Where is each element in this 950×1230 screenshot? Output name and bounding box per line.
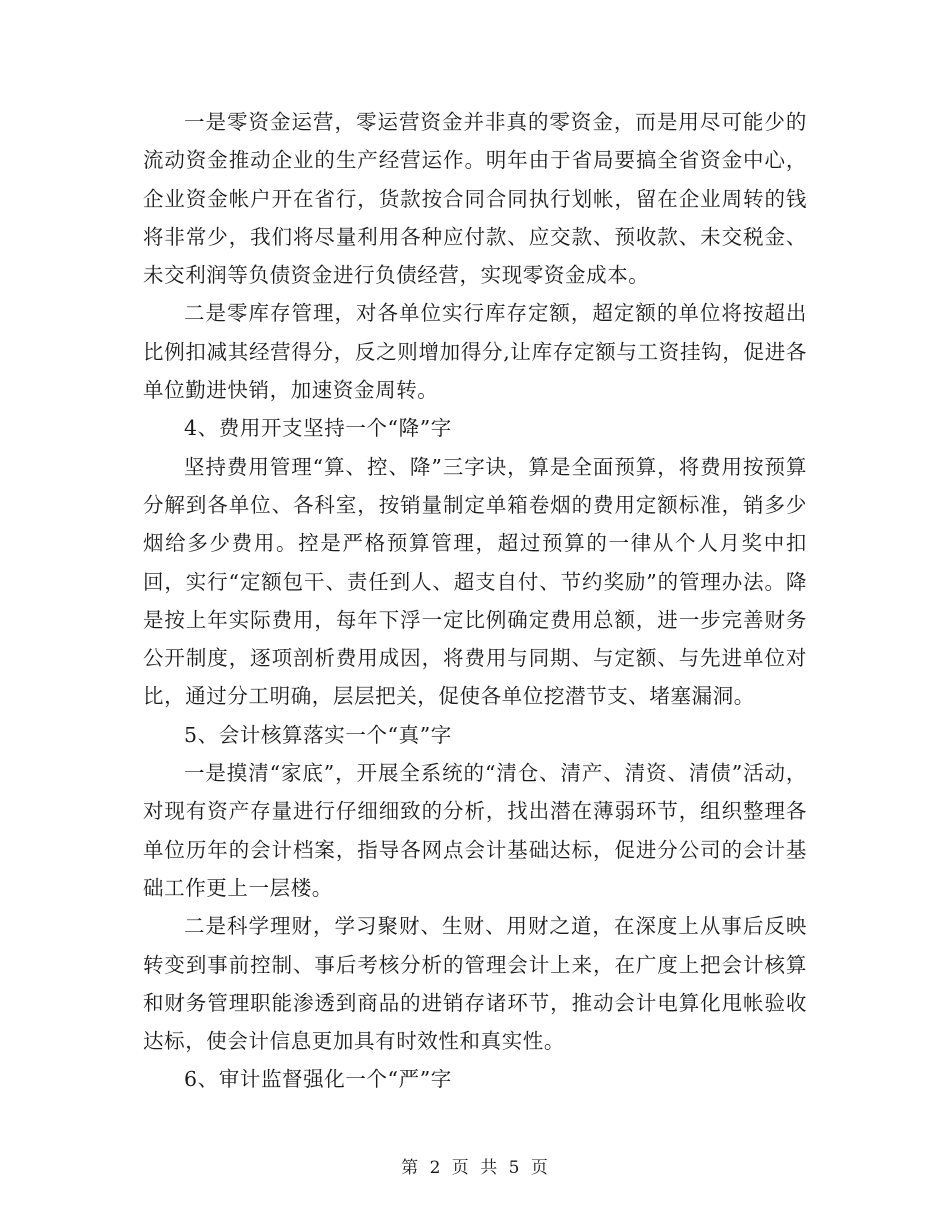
paragraph-zero-inventory: 二是零库存管理，对各单位实行库存定额，超定额的单位将按超出比例扣减其经营得分，反之则增加得分,让库存定额与工资挂钩，促进各单位勤进快销，加速资金周转。 (143, 301, 807, 403)
paragraph-zero-capital: 一是零资金运营，零运营资金并非真的零资金，而是用尽可能少的流动资金推动企业的生产经营运作。明年由于省局要搞全省资金中心，企业资金帐户开在省行，货款按合同合同执行划帐，留在企业周转的钱将非常少，我们将尽量利用各种应付款、应交款、预收款、未交税金、未交利润等负债资金进行负债经营，实现零资金成本。 (143, 110, 807, 288)
section-heading-audit: 6、审计监督强化一个“严”字 (184, 1067, 452, 1092)
section-heading-expense: 4、费用开支坚持一个“降”字 (184, 416, 452, 441)
page-number-footer: 第 2 页 共 5 页 (401, 1158, 549, 1178)
paragraph-asset-check: 一是摸清“家底”，开展全系统的“清仓、清产、清资、清债”活动，对现有资产存量进行仔细细致的分析，找出潜在薄弱环节，组织整理各单位历年的会计档案，指导各网点会计基础达标，促进分公司的会计基础工作更上一层楼。 (143, 761, 807, 900)
paragraph-scientific-finance: 二是科学理财，学习聚财、生财、用财之道，在深度上从事后反映转变到事前控制、事后考核分析的管理会计上来，在广度上把会计核算和财务管理职能渗透到商品的进销存诸环节，推动会计电算化甩帐验收达标，使会计信息更加具有时效性和真实性。 (143, 914, 807, 1054)
paragraph-expense-management: 坚持费用管理“算、控、降”三字诀，算是全面预算，将费用按预算分解到各单位、各科室，按销量制定单箱卷烟的费用定额标准，销多少烟给多少费用。控是严格预算管理，超过预算的一律从个人月奖中扣回，实行“定额包干、责任到人、超支自付、节约奖励”的管理办法。降是按上年实际费用，每年下浮一定比例确定费用总额，进一步完善财务公开制度，逐项剖析费用成因，将费用与同期、与定额、与先进单位对比，通过分工明确，层层把关，促使各单位挖潜节支、堵塞漏洞。 (143, 454, 807, 709)
section-heading-accounting: 5、会计核算落实一个“真”字 (184, 722, 452, 747)
page-body (143, 103, 807, 1099)
